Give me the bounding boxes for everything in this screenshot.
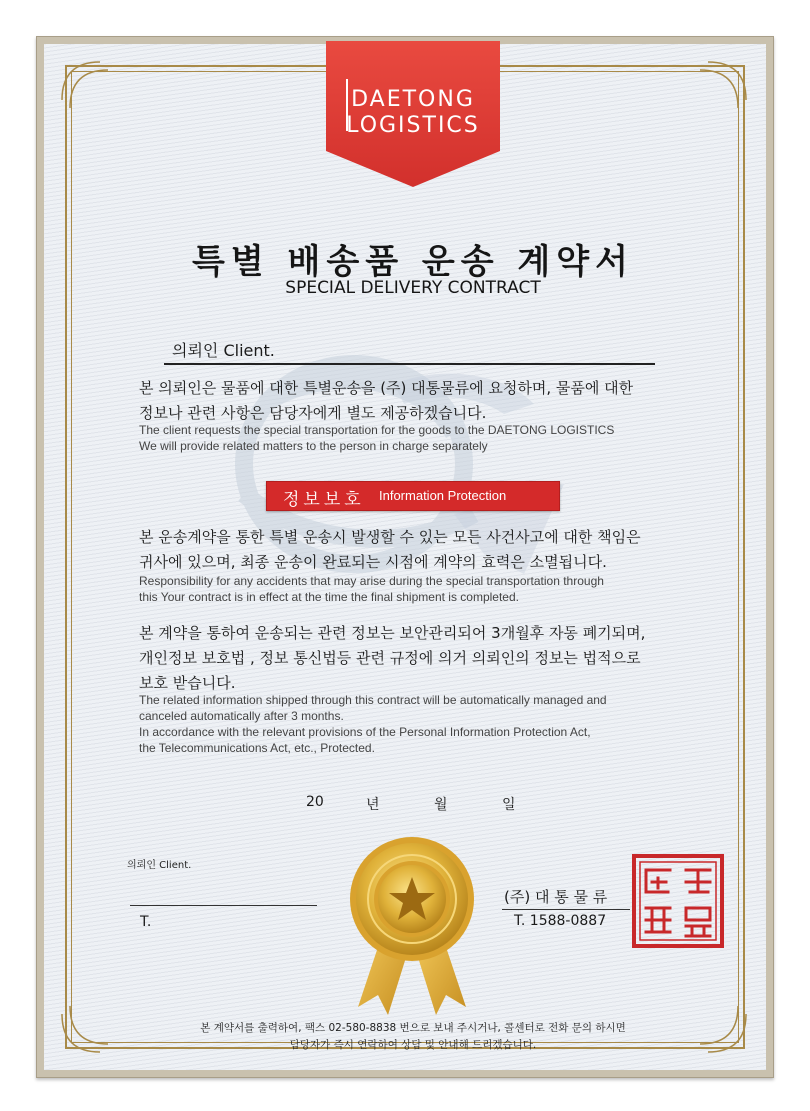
client-label: 의뢰인 Client. <box>172 341 275 360</box>
certificate-frame <box>36 36 774 1078</box>
para2-en-line2: this Your contract is in effect at the time the final shipment is completed. <box>139 590 519 604</box>
date-year-prefix: 20 <box>306 794 324 810</box>
brand-ribbon <box>318 41 508 187</box>
para1-ko-line2: 정보나 관련 사항은 담당자에게 별도 제공하겠습니다. <box>139 404 487 422</box>
gold-medal-icon <box>344 829 480 1019</box>
para3-ko-line3: 보호 받습니다. <box>139 674 236 692</box>
para1-ko-line1: 본 의뢰인은 물품에 대한 특별운송을 (주) 대통물류에 요청하며, 물품에 대한 <box>139 379 634 397</box>
para1-en-line2: We will provide related matters to the person in charge separately <box>139 439 488 453</box>
brand-line2: LOGISTICS <box>346 113 480 138</box>
sign-client-tel: T. <box>140 914 152 930</box>
para1-en-line1: The client requests the special transportation for the goods to the DAETONG LOGISTICS <box>139 423 615 437</box>
para3-en-line2: canceled automatically after 3 months. <box>139 709 344 723</box>
title-english: SPECIAL DELIVERY CONTRACT <box>285 278 541 298</box>
title-korean: 특별 배송품 운송 계약서 <box>192 242 634 282</box>
para3-en-line3: In accordance with the relevant provisions of the Personal Information Protection Act, <box>139 725 591 739</box>
date-day: 일 <box>502 797 516 813</box>
date-month: 월 <box>434 797 448 813</box>
sign-company-line <box>502 909 630 910</box>
footer-line2: 담당자가 즉시 연락하여 상담 및 안내해 드리겠습니다. <box>289 1039 537 1051</box>
info-protection-badge <box>266 481 560 511</box>
certificate-paper <box>44 44 766 1070</box>
sign-company-name: (주) 대 통 물 류 <box>504 888 608 906</box>
para3-ko-line1: 본 계약을 통하여 운송되는 관련 정보는 보안관리되어 3개월후 자동 폐기되며, <box>139 624 646 642</box>
sign-client-label: 의뢰인 Client. <box>127 860 192 871</box>
footer-line1: 본 계약서를 출력하여, 팩스 02-580-8838 번으로 보내 주시거나, 콜센터로 전화 문의 하시면 <box>200 1022 626 1034</box>
para2-ko-line2: 귀사에 있으며, 최종 운송이 완료되는 시점에 계약의 효력은 소멸됩니다. <box>139 553 607 571</box>
info-protection-en: Information Protection <box>379 488 507 503</box>
info-protection-ko: 정보보호 <box>283 490 365 510</box>
sign-client-line <box>130 905 317 906</box>
company-seal-stamp <box>632 854 724 948</box>
brand-line1: DAETONG <box>351 87 475 112</box>
para3-ko-line2: 개인정보 보호법 , 정보 통신법등 관련 규정에 의거 의뢰인의 정보는 법적으로 <box>139 649 641 667</box>
client-signature-line <box>164 363 655 365</box>
sign-company-tel: T. 1588-0887 <box>514 913 607 929</box>
para3-en-line4: the Telecommunications Act, etc., Protected. <box>139 741 375 755</box>
para2-ko-line1: 본 운송계약을 통한 특별 운송시 발생할 수 있는 모든 사건사고에 대한 책임은 <box>139 528 641 546</box>
para3-en-line1: The related information shipped through this contract will be automatically managed and <box>139 693 607 707</box>
date-year: 년 <box>366 797 380 813</box>
para2-en-line1: Responsibility for any accidents that may arise during the special transportation through <box>139 574 604 588</box>
